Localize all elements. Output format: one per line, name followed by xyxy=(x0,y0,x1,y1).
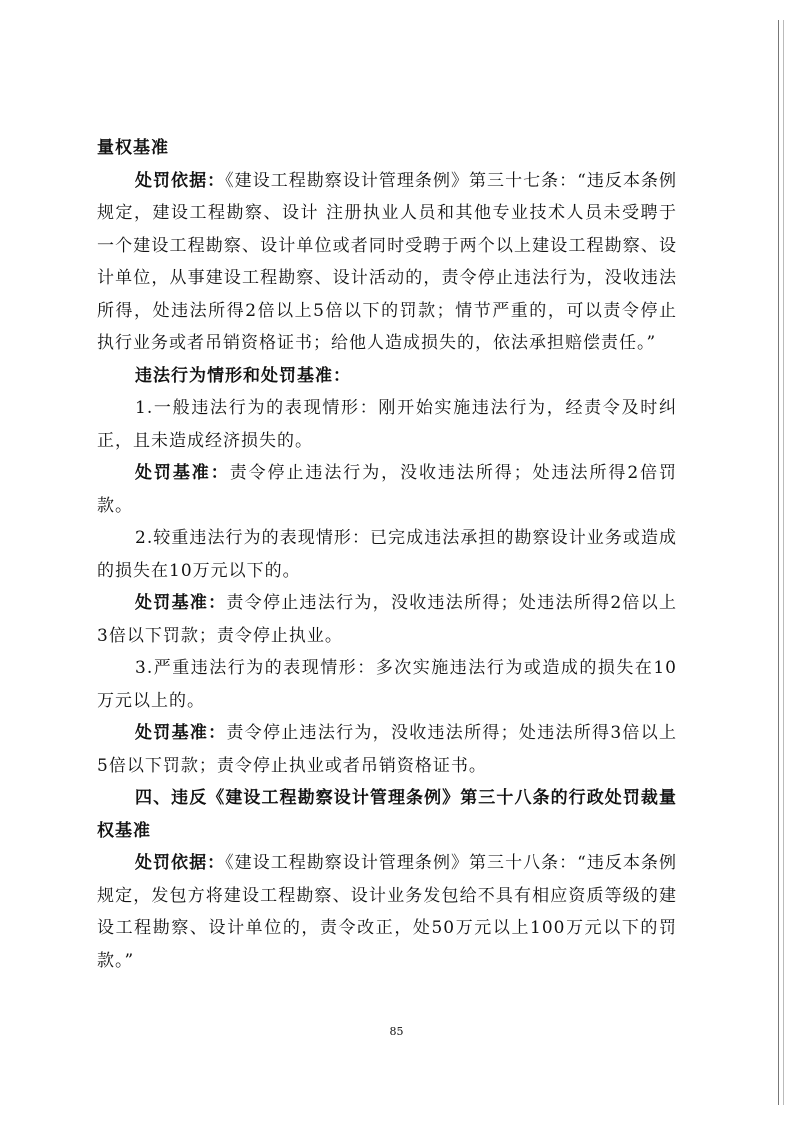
section-3-basis xyxy=(97,165,677,360)
page-number: 85 xyxy=(389,1025,404,1038)
item-3-standard xyxy=(97,717,677,782)
item-2-situation: 2.较重违法行为的表现情形：已完成违法承担的勘察设计业务或造成的损失在10万元以下的。 xyxy=(97,528,677,581)
section-4-basis xyxy=(97,847,677,977)
basis-text: 《建设工程勘察设计管理条例》第三十八条：“违反本条例规定，发包方将建设工程勘察、设计业务发包给不具有相应资质等级的建设工程勘察、设计单位的，责令改正，处50万元以上100万元以下的罚款。” xyxy=(97,853,677,971)
scan-edge-line xyxy=(778,20,779,1105)
standard-text: 责令停止违法行为，没收违法所得；处违法所得3倍以上5倍以下罚款；责令停止执业或者吊销资格证书。 xyxy=(97,723,677,776)
section-3-title-tail: 量权基准 xyxy=(97,138,169,158)
basis-label: 处罚依据： xyxy=(135,170,226,191)
standard-label: 处罚基准： xyxy=(135,723,227,743)
standard-text: 责令停止违法行为，没收违法所得；处违法所得2倍以上3倍以下罚款；责令停止执业。 xyxy=(97,593,677,646)
basis-text: 《建设工程勘察设计管理条例》第三十七条：“违反本条例规定，建设工程勘察、设计 注册执业人员和其他专业技术人员未受聘于一个建设工程勘察、设计单位或者同时受聘于两个以上建设工程勘察、设计单位，从事建设工程勘察、设计活动的，责令停止违法行为，没收违法所得，处违法所得2倍以上5倍以下的罚款；情节严重的，可以责令停止执行业务或者吊销资格证书；给他人造成损失的，依法承担赔偿责任。” xyxy=(97,170,677,353)
item-1-standard xyxy=(97,457,677,522)
standard-label: 处罚基准： xyxy=(135,593,227,613)
item-2-standard xyxy=(97,587,677,652)
document-body xyxy=(97,132,677,977)
standard-text: 责令停止违法行为，没收违法所得；处违法所得2倍罚款。 xyxy=(97,463,678,516)
scan-edge-line-outer xyxy=(783,20,784,1105)
basis-label: 处罚依据： xyxy=(135,853,226,873)
section-3-heading: 违法行为情形和处罚基准： xyxy=(135,365,351,386)
section-4-title: 四、违反《建设工程勘察设计管理条例》第三十八条的行政处罚裁量权基准 xyxy=(97,788,677,841)
standard-label: 处罚基准： xyxy=(135,463,230,483)
item-3-situation: 3.严重违法行为的表现情形：多次实施违法行为或造成的损失在10万元以上的。 xyxy=(97,658,677,711)
item-1-situation: 1.一般违法行为的表现情形：刚开始实施违法行为，经责令及时纠正，且未造成经济损失的。 xyxy=(97,398,677,451)
